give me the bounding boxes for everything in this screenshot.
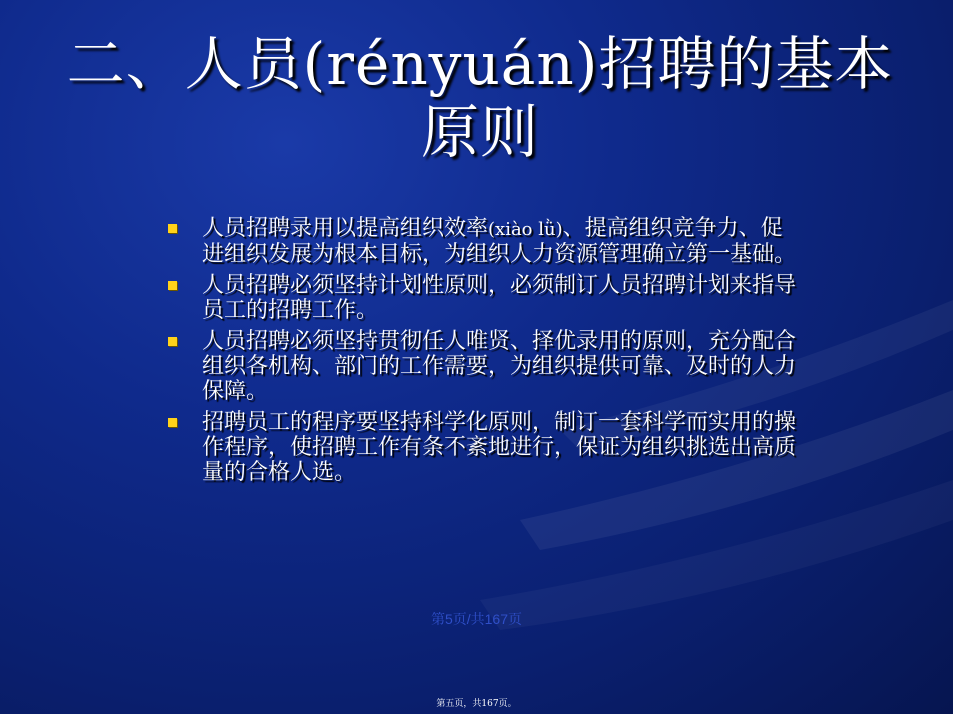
bullet-text: 人员招聘录用以提高组织效率 [202, 216, 489, 241]
bullet-item [160, 216, 800, 267]
bullet-text-continued: 、提高组织竞争力、促进组织发展为根本目标，为组织人力资源管理确立第一基础。 [202, 216, 797, 267]
page-counter: 第5页/共167页 [430, 611, 523, 627]
square-bullet-icon [168, 337, 177, 346]
bullet-item [160, 273, 800, 323]
square-bullet-icon [168, 418, 177, 427]
bullet-text: 招聘员工的程序要坚持科学化原则，制订一套科学而实用的操作程序，使招聘工作有条不紊地进行，保证为组织挑选出高质量的合格人选。 [202, 410, 797, 485]
slide-title [60, 30, 900, 166]
bullet-pinyin: (xiào lǜ) [488, 219, 563, 240]
bullet-item [160, 329, 800, 404]
square-bullet-icon [168, 224, 177, 233]
footer-page-note: 第五页，共167页。 [436, 699, 517, 709]
bullet-list [160, 216, 800, 491]
bullet-text: 人员招聘必须坚持计划性原则，必须制订人员招聘计划来指导员工的招聘工作。 [202, 273, 797, 323]
title-line-1: 二、人员(rényuán)招聘的基本 [66, 30, 894, 98]
title-line-2: 原则 [420, 98, 539, 166]
bullet-text: 人员招聘必须坚持贯彻任人唯贤、择优录用的原则，充分配合组织各机构、部门的工作需要，为组织提供可靠、及时的人力保障。 [202, 329, 797, 404]
bullet-item [160, 410, 800, 485]
square-bullet-icon [168, 281, 177, 290]
